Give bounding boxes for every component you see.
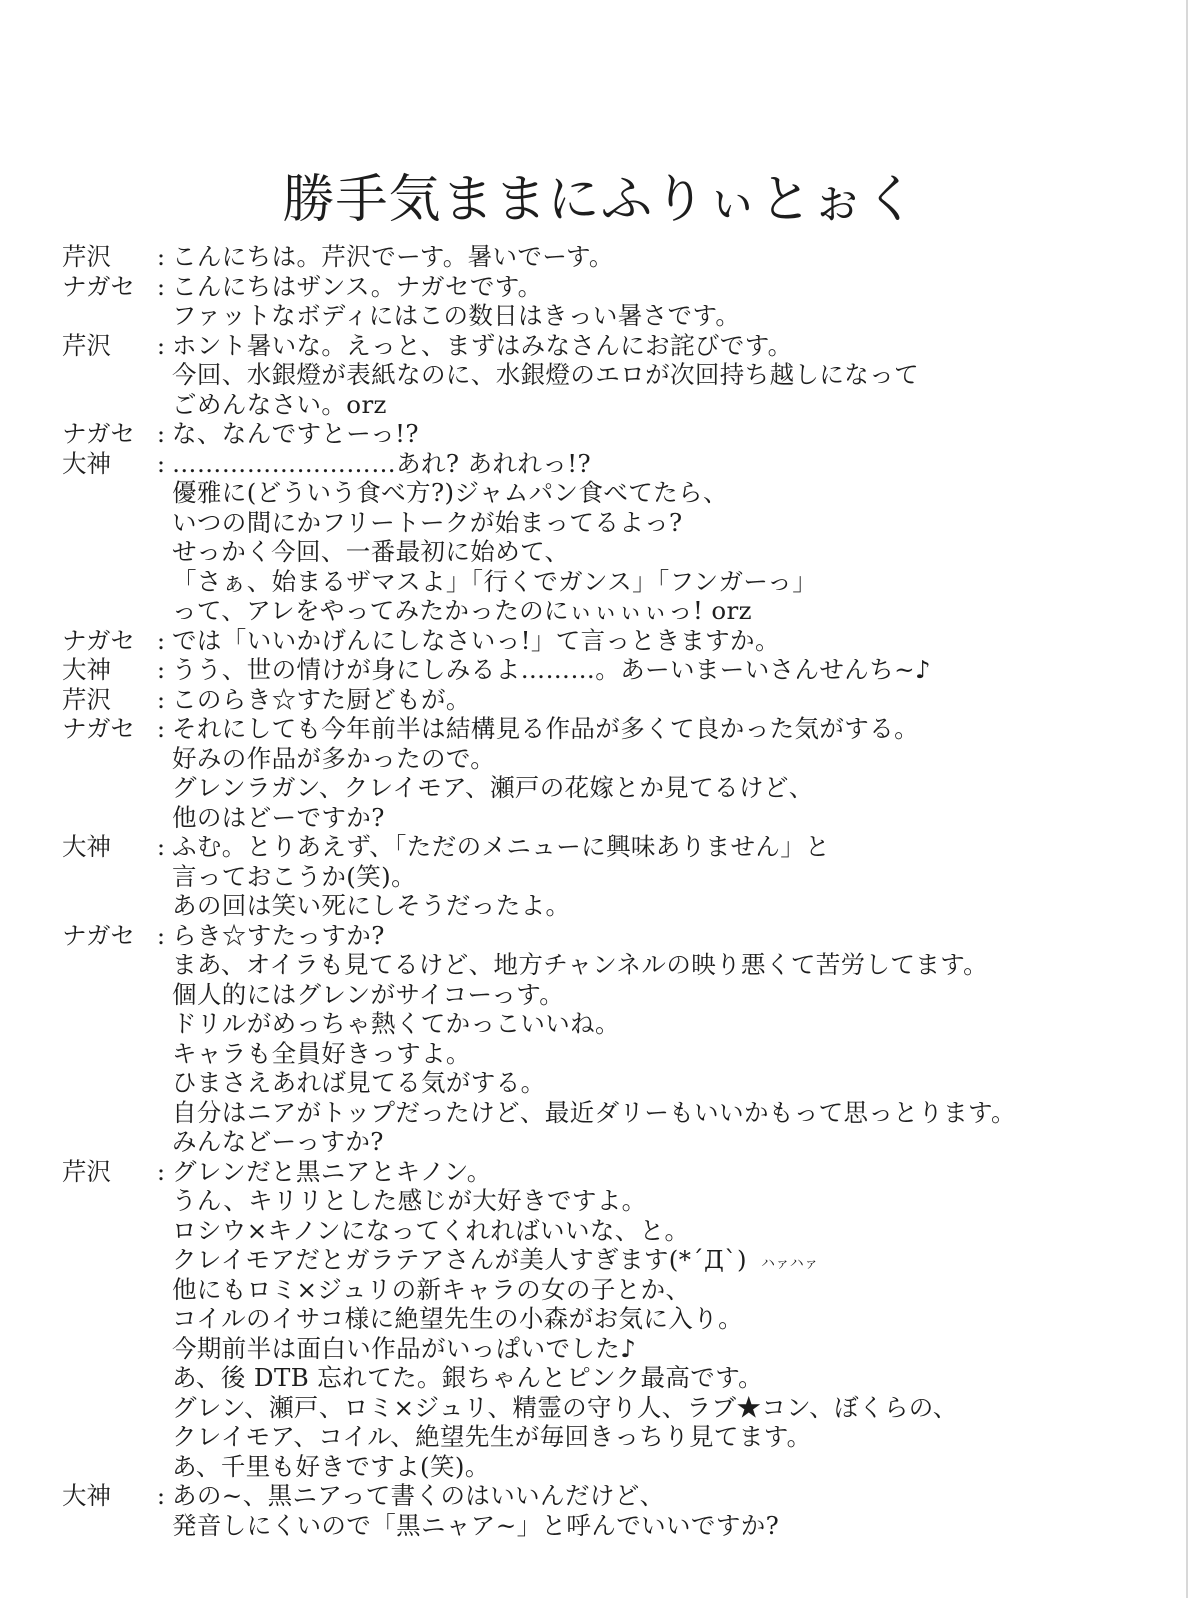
dialogue-text-main: みんなどーっすか? xyxy=(172,1127,384,1156)
speaker-separator: : xyxy=(156,625,166,655)
dialogue-text xyxy=(172,242,1172,272)
dialogue-text xyxy=(172,803,1172,833)
speaker-name xyxy=(62,1039,150,1069)
speaker-separator: : xyxy=(156,330,166,360)
small-annotation: ハァハァ xyxy=(760,1256,819,1272)
speaker-separator xyxy=(150,596,172,626)
dialogue-text-main: あ、後 DTB 忘れてた。銀ちゃんとピンク最高です。 xyxy=(172,1363,764,1392)
speaker-name xyxy=(62,803,150,833)
speaker-separator xyxy=(150,862,172,892)
dialogue-text-main: グレンだと黒ニアとキノン。 xyxy=(172,1156,492,1186)
speaker-name xyxy=(62,1068,150,1098)
speaker-separator xyxy=(150,508,172,538)
speaker-separator xyxy=(150,537,172,567)
dialogue-text-main: ロシウ×キノンになってくれればいいな、と。 xyxy=(172,1215,690,1245)
speaker-name: ナガセ xyxy=(62,419,136,448)
dialogue-line xyxy=(62,773,1172,803)
speaker-separator xyxy=(150,1039,172,1069)
speaker-name xyxy=(62,1098,150,1128)
dialogue-line xyxy=(62,1157,1172,1187)
dialogue-text-main: クレイモアだとガラテアさんが美人すぎます(*´Д`) xyxy=(172,1245,747,1274)
speaker-name xyxy=(62,360,150,390)
dialogue-text xyxy=(172,1334,1172,1364)
dialogue-text xyxy=(172,1157,1172,1187)
dialogue-text xyxy=(172,744,1172,774)
dialogue-text xyxy=(172,1127,1172,1157)
speaker-separator xyxy=(150,803,172,833)
speaker-separator xyxy=(150,1068,172,1098)
dialogue-text xyxy=(172,980,1172,1010)
speaker-separator xyxy=(150,1422,172,1452)
dialogue-text xyxy=(172,921,1172,951)
speaker-separator xyxy=(150,891,172,921)
speaker-separator: : xyxy=(156,655,166,684)
speaker-name: 芹沢 xyxy=(62,330,111,360)
dialogue-text-main: ひまさえあれば見てる気がする。 xyxy=(172,1068,546,1097)
speaker-separator xyxy=(150,1511,172,1541)
speaker-separator xyxy=(150,1275,172,1305)
speaker-name: ナガセ xyxy=(62,271,136,301)
dialogue-text-main: キャラも全員好きっすよ。 xyxy=(172,1038,471,1068)
dialogue-text-main: ふむ。とりあえず、「ただのメニューに興味ありません」と xyxy=(172,832,831,861)
dialogue-text-main: それにしても今年前半は結構見る作品が多くて良かった気がする。 xyxy=(172,714,919,743)
speaker-name xyxy=(62,980,150,1010)
dialogue-text-main: 個人的にはグレンがサイコーっす。 xyxy=(172,979,565,1009)
dialogue-line xyxy=(62,1216,1172,1246)
dialogue-text-main: 「さぁ、始まるザマスよ」「行くでガンス」「フンガーっ」 xyxy=(172,566,818,596)
dialogue-text xyxy=(172,1363,1172,1393)
dialogue-text-main: 好みの作品が多かったので。 xyxy=(172,743,496,773)
dialogue-line xyxy=(62,832,1172,862)
dialogue-block xyxy=(62,242,1172,1540)
speaker-separator: : xyxy=(156,419,166,448)
dialogue-line xyxy=(62,449,1172,479)
dialogue-text xyxy=(172,685,1172,715)
speaker-separator: : xyxy=(156,832,166,861)
speaker-separator: : xyxy=(156,920,166,950)
dialogue-text xyxy=(172,1245,1172,1275)
dialogue-text xyxy=(172,862,1172,892)
dialogue-text xyxy=(172,1009,1172,1039)
speaker-name: 大神 xyxy=(62,832,111,861)
dialogue-text-main: らき☆すたっすか? xyxy=(172,920,385,950)
dialogue-text-main: 優雅に(どういう食べ方?)ジャムパン食べてたら、 xyxy=(172,478,728,507)
dialogue-line xyxy=(62,1275,1172,1305)
speaker-name xyxy=(62,1511,150,1541)
speaker-separator xyxy=(150,1363,172,1393)
dialogue-line xyxy=(62,1422,1172,1452)
dialogue-text xyxy=(172,1393,1172,1423)
dialogue-line xyxy=(62,390,1172,420)
dialogue-text xyxy=(172,1098,1172,1128)
dialogue-text-main: クレイモア、コイル、絶望先生が毎回きっちり見てます。 xyxy=(172,1422,812,1451)
dialogue-text-main: まあ、オイラも見てるけど、地方チャンネルの映り悪くて苦労してます。 xyxy=(172,950,989,979)
dialogue-line xyxy=(62,1452,1172,1482)
dialogue-text xyxy=(172,1039,1172,1069)
dialogue-line xyxy=(62,1511,1172,1541)
speaker-name xyxy=(62,1452,150,1482)
speaker-separator xyxy=(150,980,172,1010)
speaker-name xyxy=(62,1422,150,1452)
speaker-name xyxy=(62,1127,150,1157)
dialogue-text xyxy=(172,301,1172,331)
dialogue-text-main: せっかく今回、一番最初に始めて、 xyxy=(172,537,570,566)
dialogue-line xyxy=(62,921,1172,951)
dialogue-text-main: こんにちは。芹沢でーす。暑いでーす。 xyxy=(172,242,614,271)
dialogue-line xyxy=(62,272,1172,302)
dialogue-line xyxy=(62,1481,1172,1511)
dialogue-line xyxy=(62,1363,1172,1393)
speaker-name xyxy=(62,950,150,980)
speaker-name xyxy=(62,1009,150,1039)
dialogue-text-main: ドリルがめっちゃ熱くてかっこいいね。 xyxy=(172,1009,620,1038)
dialogue-text xyxy=(172,272,1172,302)
dialogue-line xyxy=(62,1098,1172,1128)
dialogue-text-main: コイルのイサコ様に絶望先生の小森がお気に入り。 xyxy=(172,1304,743,1333)
speaker-name xyxy=(62,862,150,892)
dialogue-text xyxy=(172,508,1172,538)
speaker-name xyxy=(62,1363,150,1393)
speaker-separator: : xyxy=(156,271,166,301)
speaker-separator xyxy=(150,1127,172,1157)
dialogue-text-main: ごめんなさい。orz xyxy=(172,389,387,419)
speaker-separator xyxy=(150,1186,172,1216)
dialogue-text xyxy=(172,1068,1172,1098)
speaker-name xyxy=(62,1245,150,1275)
page-edge-line xyxy=(1186,0,1188,1598)
speaker-separator xyxy=(150,950,172,980)
speaker-name: 大神 xyxy=(62,448,111,478)
speaker-name xyxy=(62,891,150,921)
speaker-name xyxy=(62,301,150,331)
dialogue-line xyxy=(62,891,1172,921)
dialogue-text xyxy=(172,1481,1172,1511)
dialogue-text-main: うん、キリリとした感じが大好きですよ。 xyxy=(172,1186,647,1215)
dialogue-text xyxy=(172,567,1172,597)
dialogue-text-main: 言っておこうか(笑)。 xyxy=(172,861,417,891)
speaker-name xyxy=(62,478,150,508)
dialogue-line xyxy=(62,685,1172,715)
dialogue-text xyxy=(172,1304,1172,1334)
dialogue-text xyxy=(172,832,1172,862)
dialogue-line xyxy=(62,950,1172,980)
speaker-name: 芹沢 xyxy=(62,684,111,714)
speaker-name: 大神 xyxy=(62,655,111,684)
speaker-name: 芹沢 xyxy=(62,1156,111,1186)
dialogue-line xyxy=(62,1009,1172,1039)
dialogue-text xyxy=(172,773,1172,803)
dialogue-line xyxy=(62,714,1172,744)
speaker-name: ナガセ xyxy=(62,625,136,655)
speaker-separator xyxy=(150,773,172,803)
speaker-name: 大神 xyxy=(62,1481,111,1510)
dialogue-text-main: ファットなボディにはこの数日はきっい暑さです。 xyxy=(172,301,741,330)
dialogue-text-main: こんにちはザンス。ナガセです。 xyxy=(172,271,543,301)
dialogue-line xyxy=(62,419,1172,449)
dialogue-line xyxy=(62,301,1172,331)
speaker-separator xyxy=(150,1452,172,1482)
speaker-separator: : xyxy=(156,1156,166,1186)
dialogue-text xyxy=(172,390,1172,420)
dialogue-line xyxy=(62,744,1172,774)
dialogue-text xyxy=(172,1275,1172,1305)
dialogue-text xyxy=(172,1511,1172,1541)
speaker-separator xyxy=(150,744,172,774)
dialogue-line xyxy=(62,1393,1172,1423)
speaker-separator xyxy=(150,1098,172,1128)
speaker-name xyxy=(62,1334,150,1364)
speaker-separator: : xyxy=(156,684,166,714)
dialogue-text-main: うう、世の情けが身にしみるよ………。あーいまーいさんせんち~♪ xyxy=(172,655,932,684)
speaker-separator xyxy=(150,1216,172,1246)
speaker-name xyxy=(62,596,150,626)
dialogue-line xyxy=(62,1068,1172,1098)
dialogue-line xyxy=(62,862,1172,892)
dialogue-text-main: グレンラガン、クレイモア、瀬戸の花嫁とか見てるけど、 xyxy=(172,773,814,802)
speaker-separator: : xyxy=(156,448,166,478)
dialogue-text xyxy=(172,891,1172,921)
dialogue-text xyxy=(172,331,1172,361)
dialogue-text xyxy=(172,1452,1172,1482)
dialogue-text-main: このらき☆すた厨どもが。 xyxy=(172,684,471,714)
dialogue-line xyxy=(62,626,1172,656)
dialogue-line xyxy=(62,980,1172,1010)
speaker-separator xyxy=(150,360,172,390)
dialogue-text xyxy=(172,478,1172,508)
speaker-separator xyxy=(150,1245,172,1275)
dialogue-text-main: あの~、黒ニアって書くのはいいんだけど、 xyxy=(172,1481,665,1510)
dialogue-line xyxy=(62,331,1172,361)
speaker-name: ナガセ xyxy=(62,714,136,743)
dialogue-line xyxy=(62,596,1172,626)
dialogue-text-main: では「いいかげんにしなさいっ!」て言っときますか。 xyxy=(172,625,780,655)
speaker-name xyxy=(62,773,150,803)
speaker-separator xyxy=(150,301,172,331)
dialogue-text xyxy=(172,1216,1172,1246)
dialogue-line xyxy=(62,1127,1172,1157)
speaker-separator xyxy=(150,1393,172,1423)
dialogue-text-main: 他のはどーですか? xyxy=(172,802,385,832)
page-title: 勝手気ままにふりぃとぉく xyxy=(282,169,918,230)
speaker-name xyxy=(62,390,150,420)
dialogue-line xyxy=(62,242,1172,272)
dialogue-line xyxy=(62,1334,1172,1364)
speaker-separator xyxy=(150,478,172,508)
speaker-name xyxy=(62,1186,150,1216)
dialogue-text xyxy=(172,714,1172,744)
dialogue-text-main: ………………………あれ? あれれっ!? xyxy=(172,448,592,478)
dialogue-text xyxy=(172,449,1172,479)
dialogue-text-main: って、アレをやってみたかったのにぃぃぃぃっ! orz xyxy=(172,596,752,625)
speaker-separator xyxy=(150,390,172,420)
speaker-name xyxy=(62,1304,150,1334)
speaker-name: ナガセ xyxy=(62,920,136,950)
dialogue-text-main: 今回、水銀燈が表紙なのに、水銀燈のエロが次回持ち越しになって xyxy=(172,360,919,389)
dialogue-line xyxy=(62,508,1172,538)
dialogue-text-main: あの回は笑い死にしそうだったよ。 xyxy=(172,891,571,920)
dialogue-line xyxy=(62,1039,1172,1069)
dialogue-line xyxy=(62,1186,1172,1216)
dialogue-text xyxy=(172,537,1172,567)
dialogue-text xyxy=(172,950,1172,980)
dialogue-line xyxy=(62,1304,1172,1334)
dialogue-line xyxy=(62,1245,1172,1275)
dialogue-text-main: 今期前半は面白い作品がいっぱいでした♪ xyxy=(172,1333,637,1363)
speaker-name xyxy=(62,744,150,774)
dialogue-line xyxy=(62,478,1172,508)
dialogue-text-main: 自分はニアがトップだったけど、最近ダリーもいいかもって思っとります。 xyxy=(172,1097,1016,1127)
dialogue-text-main: 他にもロミ×ジュリの新キャラの女の子とか、 xyxy=(172,1274,691,1304)
dialogue-line xyxy=(62,655,1172,685)
speaker-separator xyxy=(150,1009,172,1039)
speaker-name xyxy=(62,537,150,567)
dialogue-text-main: 発音しにくいので「黒ニャア~」と呼んでいいですか? xyxy=(172,1510,780,1540)
speaker-separator: : xyxy=(156,1481,166,1510)
dialogue-text-main: な、なんですとーっ!? xyxy=(172,419,419,448)
dialogue-line xyxy=(62,567,1172,597)
dialogue-text-main: あ、千里も好きですよ(笑)。 xyxy=(172,1451,490,1481)
speaker-separator: : xyxy=(156,714,166,743)
dialogue-text-main: グレン、瀬戸、ロミ×ジュリ、精霊の守り人、ラブ★コン、ぼくらの、 xyxy=(172,1392,958,1422)
dialogue-line xyxy=(62,537,1172,567)
dialogue-text-main: いつの間にかフリートークが始まってるよっ? xyxy=(172,507,683,537)
speaker-separator xyxy=(150,1334,172,1364)
dialogue-text xyxy=(172,1422,1172,1452)
dialogue-text xyxy=(172,655,1172,685)
speaker-name xyxy=(62,1275,150,1305)
speaker-separator xyxy=(150,567,172,597)
dialogue-text xyxy=(172,626,1172,656)
speaker-separator xyxy=(150,1304,172,1334)
speaker-name xyxy=(62,1216,150,1246)
dialogue-text xyxy=(172,596,1172,626)
dialogue-text xyxy=(172,1186,1172,1216)
dialogue-line xyxy=(62,803,1172,833)
dialogue-text-main: ホント暑いな。えっと、まずはみなさんにお詫びです。 xyxy=(172,330,793,360)
speaker-name xyxy=(62,567,150,597)
speaker-name xyxy=(62,508,150,538)
dialogue-text xyxy=(172,360,1172,390)
speaker-name xyxy=(62,1393,150,1423)
speaker-separator: : xyxy=(156,242,166,271)
dialogue-line xyxy=(62,360,1172,390)
speaker-name: 芹沢 xyxy=(62,242,111,271)
dialogue-text xyxy=(172,419,1172,449)
